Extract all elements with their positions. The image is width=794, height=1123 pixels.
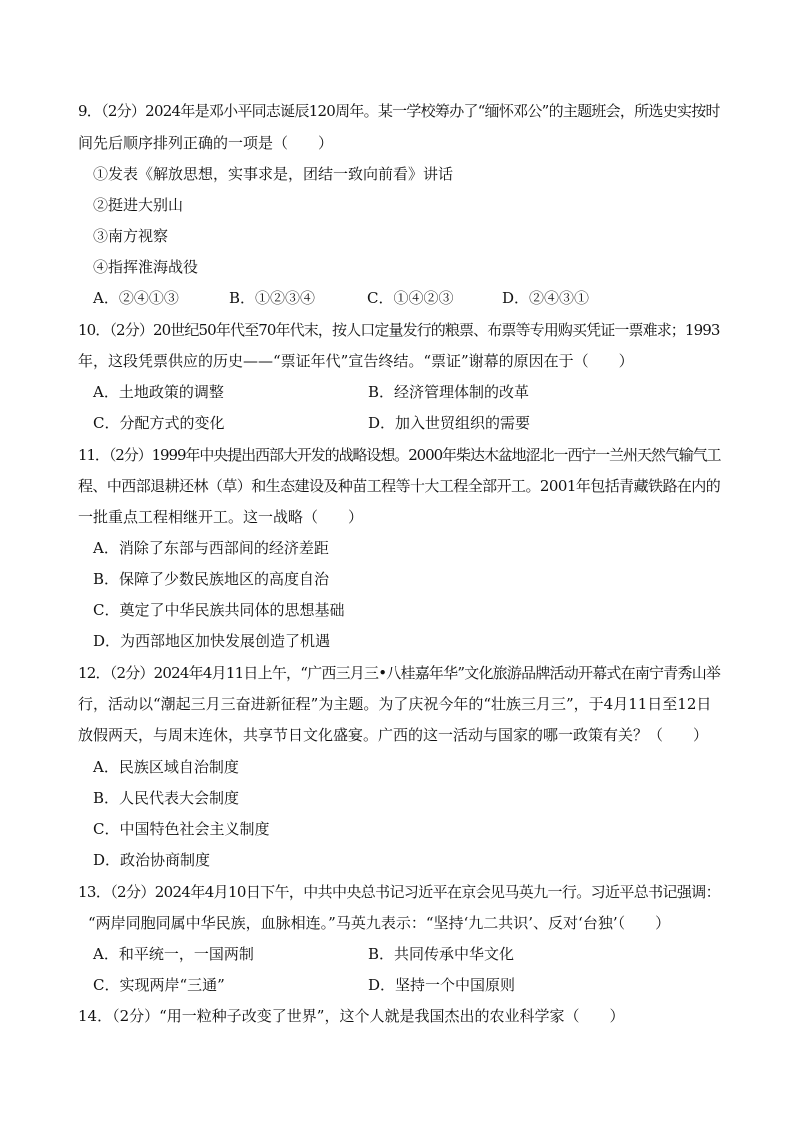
q13-stem-line1: 13．（2分）2024年4月10日下午，中共中央总书记习近平在京会见马英九一行。习近平总书记强调： — [78, 883, 720, 901]
q9-item-4: ④指挥淮海战役 — [93, 258, 199, 276]
q12-option-a[interactable]: A．民族区域自治制度 — [93, 758, 239, 776]
q11-option-a[interactable]: A．消除了东部与西部间的经济差距 — [93, 539, 329, 557]
q9-option-d[interactable]: D．②④③① — [502, 289, 590, 307]
q13-option-c[interactable]: C．实现两岸“三通” — [93, 976, 225, 994]
q14-stem-line1: 14．（2分）“用一粒种子改变了世界”，这个人就是我国杰出的农业科学家（ ） — [78, 1007, 625, 1025]
q9-item-3: ③南方视察 — [93, 227, 169, 245]
q12-option-c[interactable]: C．中国特色社会主义制度 — [93, 820, 270, 838]
q11-option-b[interactable]: B．保障了少数民族地区的高度自治 — [93, 570, 330, 588]
q11-stem-line3: 一批重点工程相继开工。这一战略（ ） — [78, 508, 364, 526]
q9-stem-line1: 9．（2分）2024年是邓小平同志诞辰120周年。某一学校筹办了“缅怀邓公”的主题班会，所选史实按时 — [78, 102, 720, 120]
q11-option-c[interactable]: C．奠定了中华民族共同体的思想基础 — [93, 601, 345, 619]
q11-stem-line2: 程、中西部退耕还林（草）和生态建设及种苗工程等十大工程全部开工。2001年包括青藏铁路在内的 — [78, 477, 721, 495]
q12-stem-line1: 12．（2分）2024年4月11日上午，“广西三月三•八桂嘉年华”文化旅游品牌活动开幕式在南宁青秀山举 — [78, 664, 721, 682]
q13-option-b[interactable]: B．共同传承中华文化 — [368, 945, 515, 963]
q12-stem-line2: 行，活动以“潮起三月三奋进新征程”为主题。为了庆祝今年的“壮族三月三”，于4月11日至12日 — [78, 695, 712, 713]
q11-stem-line1: 11．（2分）1999年中央提出西部大开发的战略设想。2000年柴达木盆地涩北一西宁一兰州天然气输气工 — [78, 446, 721, 464]
q13-stem-line2: “两岸同胞同属中华民族，血脉相连。”马英九表示：“坚持‘九二共识’、反对‘台独’（ ） — [88, 914, 671, 932]
q12-option-b[interactable]: B．人民代表大会制度 — [93, 789, 240, 807]
q11-option-d[interactable]: D．为西部地区加快发展创造了机遇 — [93, 632, 331, 650]
q13-option-d[interactable]: D．坚持一个中国原则 — [368, 976, 516, 994]
q9-option-c[interactable]: C．①④②③ — [367, 289, 454, 307]
q13-option-a[interactable]: A．和平统一，一国两制 — [93, 945, 254, 963]
q10-option-d[interactable]: D．加入世贸组织的需要 — [368, 414, 531, 432]
q10-option-c[interactable]: C．分配方式的变化 — [93, 414, 225, 432]
q12-option-d[interactable]: D．政治协商制度 — [93, 851, 211, 869]
q9-option-b[interactable]: B．①②③④ — [229, 289, 316, 307]
q10-option-b[interactable]: B．经济管理体制的改革 — [368, 383, 530, 401]
q10-option-a[interactable]: A．土地政策的调整 — [93, 383, 224, 401]
q12-stem-line3: 放假两天，与周末连休，共享节日文化盛宴。广西的这一活动与国家的哪一政策有关？（ ） — [78, 726, 709, 744]
q9-stem-line2: 间先后顺序排列正确的一项是（ ） — [78, 134, 334, 152]
q10-stem-line1: 10．（2分）20世纪50年代至70年代末，按人口定量发行的粮票、布票等专用购买凭证一票难求；1993 — [78, 321, 720, 339]
q9-item-2: ②挺进大别山 — [93, 196, 184, 214]
q9-item-1: ①发表《解放思想，实事求是，团结一致向前看》讲话 — [93, 165, 454, 183]
q9-option-a[interactable]: A．②④①③ — [93, 289, 179, 307]
q9-options-row — [93, 288, 589, 308]
q10-stem-line2: 年，这段凭票供应的历史——“票证年代”宣告终结。“票证”谢幕的原因在于（ ） — [78, 352, 634, 370]
